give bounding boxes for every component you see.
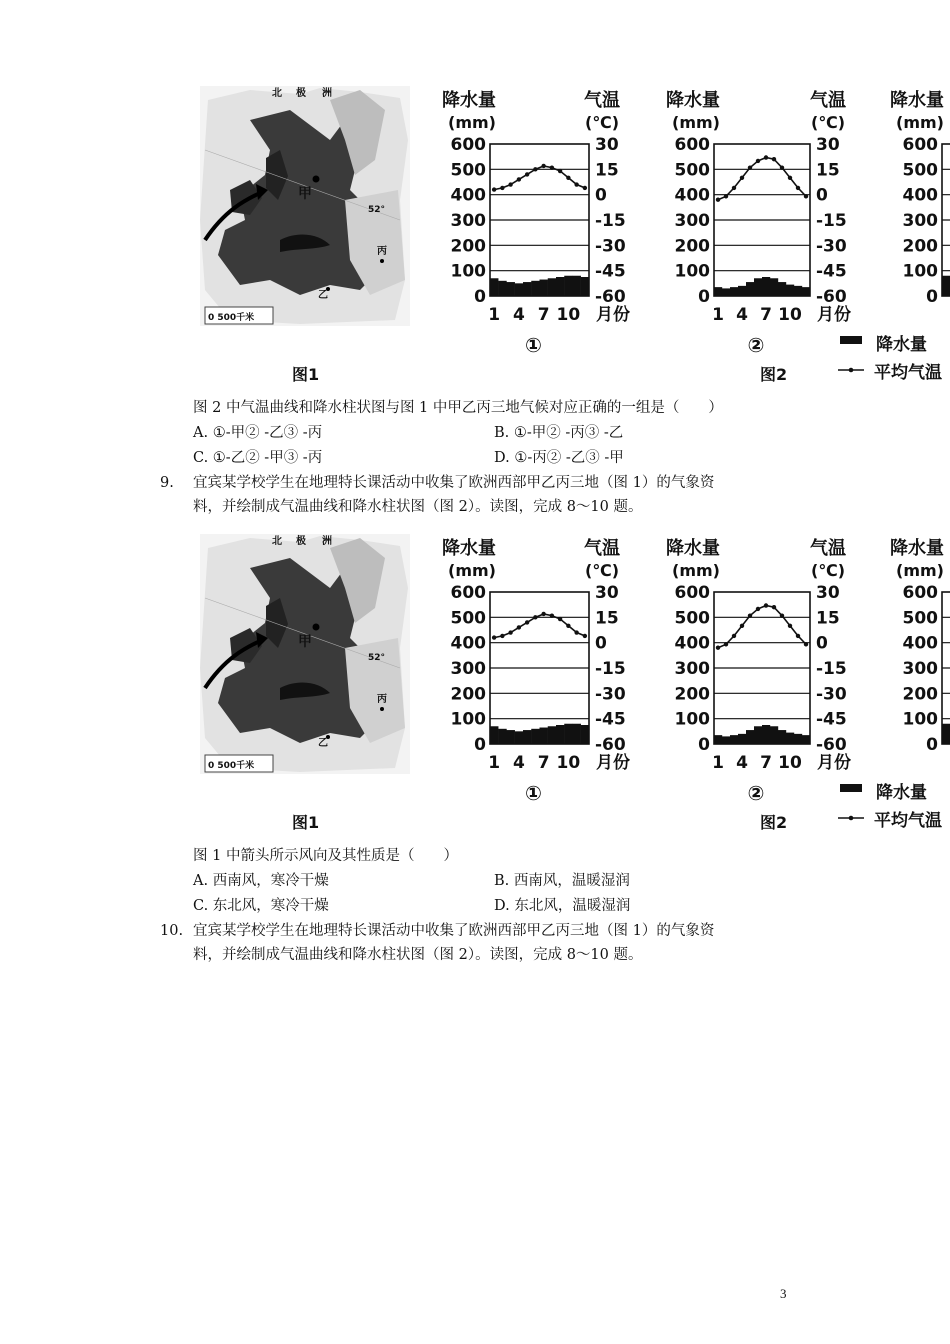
temp-tick: -60 xyxy=(595,287,626,307)
precip-tick: 500 xyxy=(902,608,938,629)
month-tick: 4 xyxy=(736,305,748,325)
temp-point xyxy=(740,176,744,180)
temp-point xyxy=(748,165,752,169)
temp-point xyxy=(508,630,512,634)
temp-tick: 15 xyxy=(816,608,840,629)
temp-tick: 0 xyxy=(595,633,607,654)
map-label-bing: 丙 xyxy=(377,246,387,257)
precip-bar xyxy=(498,281,506,296)
precip-bar xyxy=(556,725,564,744)
month-tick: 1 xyxy=(712,753,724,773)
q9-number: 9. xyxy=(160,475,174,491)
temp-point xyxy=(558,169,562,173)
figure-svg xyxy=(0,80,950,400)
precip-axis-title: 降水量 xyxy=(442,90,496,111)
precip-tick: 0 xyxy=(926,735,938,755)
precip-bar xyxy=(573,724,581,744)
temp-point xyxy=(724,194,728,198)
precip-tick: 200 xyxy=(902,684,938,705)
month-tick: 1 xyxy=(712,305,724,325)
temp-tick: -60 xyxy=(595,735,626,755)
temp-axis-unit: (℃) xyxy=(811,113,845,132)
temp-point xyxy=(583,186,587,190)
precip-bar xyxy=(548,726,556,744)
map-label-sea: 洲 xyxy=(322,536,332,547)
temp-point xyxy=(566,176,570,180)
precip-bar xyxy=(540,280,548,296)
temp-point xyxy=(764,603,768,607)
precip-tick: 100 xyxy=(902,261,938,282)
temp-point xyxy=(764,155,768,159)
temp-point xyxy=(804,642,808,646)
precip-bar xyxy=(754,726,762,744)
temp-tick: -30 xyxy=(816,684,847,705)
month-tick: 7 xyxy=(537,753,550,773)
map-scale-text: 0 500千米 xyxy=(208,313,255,323)
precip-axis-unit: (mm) xyxy=(448,561,496,580)
precip-tick: 400 xyxy=(674,633,710,654)
chart-caption: 图2 xyxy=(760,365,788,384)
q9-intro-line2: 料，并绘制成气温曲线和降水柱状图（图 2）。读图，完成 8～10 题。 xyxy=(193,499,643,515)
month-tick: 10 xyxy=(778,753,802,773)
legend-precip-label: 降水量 xyxy=(876,335,927,355)
month-tick: 10 xyxy=(556,753,581,773)
precip-bar xyxy=(730,287,738,296)
temp-tick: 30 xyxy=(816,583,840,603)
precip-axis-unit: (mm) xyxy=(448,113,496,132)
precip-tick: 400 xyxy=(450,185,486,206)
precip-tick: 500 xyxy=(450,160,486,181)
precip-bar xyxy=(490,726,498,744)
q8-option-c[interactable]: C. ①-乙② -甲③ -丙 xyxy=(193,450,323,466)
temp-tick: -30 xyxy=(595,684,626,705)
precip-axis-unit: (mm) xyxy=(672,561,720,580)
figure-svg xyxy=(0,528,950,848)
precip-bar xyxy=(762,725,770,744)
q8-option-b[interactable]: B. ①-甲② -丙③ -乙 xyxy=(494,425,624,441)
temp-point xyxy=(756,607,760,611)
chart-id-label: ② xyxy=(747,781,765,805)
precip-tick: 200 xyxy=(902,236,938,257)
precip-axis-title: 降水量 xyxy=(442,538,496,559)
precip-bar xyxy=(786,285,794,296)
precip-bar xyxy=(515,731,523,744)
temp-tick: -15 xyxy=(595,659,626,679)
temp-point xyxy=(780,613,784,617)
precip-bar xyxy=(762,277,770,296)
precip-tick: 400 xyxy=(674,185,710,206)
q9-option-a[interactable]: A. 西南风，寒冷干燥 xyxy=(193,873,329,889)
precip-bar xyxy=(722,736,730,744)
precip-bar xyxy=(802,287,810,296)
q9-option-c[interactable]: C. 东北风，寒冷干燥 xyxy=(193,898,329,914)
chart-id-label: ① xyxy=(525,333,542,357)
map-label-lat: 52° xyxy=(368,653,386,663)
precip-tick: 100 xyxy=(450,709,486,730)
precip-axis-title: 降水量 xyxy=(666,90,720,111)
map-caption: 图1 xyxy=(292,365,320,384)
map-label-north: 北 xyxy=(272,536,282,547)
month-tick: 4 xyxy=(736,753,748,773)
month-unit-label: 月份 xyxy=(817,305,851,325)
temp-tick: -45 xyxy=(816,709,847,730)
temp-point xyxy=(772,157,776,161)
precip-tick: 500 xyxy=(674,160,710,181)
precip-axis-title: 降水量 xyxy=(890,90,944,111)
q9-stem: 图 1 中箭头所示风向及其性质是（ ） xyxy=(193,848,458,864)
temp-tick: 15 xyxy=(816,160,840,181)
temp-point xyxy=(772,605,776,609)
precip-bar xyxy=(786,733,794,744)
chart-caption: 图2 xyxy=(760,813,788,832)
temp-point xyxy=(788,176,792,180)
precip-tick: 100 xyxy=(450,261,486,282)
precip-tick: 100 xyxy=(902,709,938,730)
temp-point xyxy=(804,194,808,198)
precip-axis-unit: (mm) xyxy=(672,113,720,132)
q9-option-d[interactable]: D. 东北风，温暖湿润 xyxy=(494,898,631,914)
precip-tick: 500 xyxy=(450,608,486,629)
temp-point xyxy=(716,646,720,650)
precip-bar xyxy=(738,286,746,296)
temp-tick: 0 xyxy=(816,185,828,206)
legend-temp-label: 平均气温 xyxy=(874,811,942,831)
month-unit-label: 月份 xyxy=(596,753,630,773)
precip-axis-unit: (mm) xyxy=(896,561,944,580)
chart-id-label: ② xyxy=(747,333,765,357)
temp-point xyxy=(583,634,587,638)
precip-bar xyxy=(714,735,722,744)
precip-bar xyxy=(738,734,746,744)
precip-bar xyxy=(581,725,589,744)
temp-tick: 0 xyxy=(816,633,828,654)
figure-block-middle xyxy=(0,528,950,848)
temp-point xyxy=(566,624,570,628)
temp-tick: -30 xyxy=(595,236,626,257)
precip-tick: 300 xyxy=(450,211,486,231)
temp-point xyxy=(796,634,800,638)
precip-tick: 0 xyxy=(474,287,486,307)
temp-point xyxy=(533,615,537,619)
precip-bar xyxy=(507,282,515,296)
precip-tick: 600 xyxy=(450,135,486,155)
temp-point xyxy=(517,625,521,629)
temp-point xyxy=(748,613,752,617)
legend-precip-label: 降水量 xyxy=(876,783,927,803)
temp-point xyxy=(724,642,728,646)
q10-intro-line2: 料，并绘制成气温曲线和降水柱状图（图 2）。读图，完成 8～10 题。 xyxy=(193,947,643,963)
precip-tick: 0 xyxy=(698,287,710,307)
precip-tick: 400 xyxy=(902,185,938,206)
temp-tick: 15 xyxy=(595,160,619,181)
temp-point xyxy=(500,634,504,638)
precip-axis-title: 降水量 xyxy=(666,538,720,559)
precip-tick: 600 xyxy=(674,583,710,603)
temp-point xyxy=(796,186,800,190)
precip-bar xyxy=(564,724,572,744)
temp-point xyxy=(492,187,496,191)
precip-tick: 100 xyxy=(674,261,710,282)
precip-tick: 600 xyxy=(902,135,938,155)
precip-tick: 0 xyxy=(926,287,938,307)
month-tick: 10 xyxy=(556,305,581,325)
temp-axis-unit: (℃) xyxy=(585,561,619,580)
precip-bar xyxy=(778,282,786,296)
legend-temp-label: 平均气温 xyxy=(874,363,942,383)
temp-tick: 30 xyxy=(595,583,619,603)
legend-precip-swatch xyxy=(840,784,862,792)
temp-point xyxy=(788,624,792,628)
precip-tick: 400 xyxy=(450,633,486,654)
precip-bar xyxy=(746,730,754,744)
precip-tick: 500 xyxy=(902,160,938,181)
temp-tick: 15 xyxy=(595,608,619,629)
temp-tick: -15 xyxy=(595,211,626,231)
map-label-bing: 丙 xyxy=(377,694,387,705)
precip-bar xyxy=(507,730,515,744)
temp-axis-title: 气温 xyxy=(810,538,846,559)
precip-tick: 200 xyxy=(450,236,486,257)
month-tick: 7 xyxy=(760,305,772,325)
temp-tick: -30 xyxy=(816,236,847,257)
q9-intro-line1: 宜宾某学校学生在地理特长课活动中收集了欧洲西部甲乙丙三地（图 1）的气象资 xyxy=(193,475,715,491)
map-scale-text: 0 500千米 xyxy=(208,761,255,771)
temp-tick: -45 xyxy=(595,709,626,730)
q9-option-b[interactable]: B. 西南风，温暖湿润 xyxy=(494,873,630,889)
precip-bar xyxy=(770,278,778,296)
precip-bar xyxy=(490,278,498,296)
precip-tick: 600 xyxy=(674,135,710,155)
temp-point xyxy=(525,620,529,624)
precip-bar xyxy=(794,734,802,744)
temp-tick: 30 xyxy=(595,135,619,155)
precip-tick: 200 xyxy=(674,236,710,257)
precip-bar xyxy=(770,726,778,744)
chart-id-label: ① xyxy=(525,781,542,805)
precip-tick: 200 xyxy=(450,684,486,705)
month-unit-label: 月份 xyxy=(596,305,630,325)
q8-stem: 图 2 中气温曲线和降水柱状图与图 1 中甲乙丙三地气候对应正确的一组是（ ） xyxy=(193,400,723,416)
month-tick: 10 xyxy=(778,305,802,325)
temp-point xyxy=(550,613,554,617)
temp-point xyxy=(574,182,578,186)
temp-point xyxy=(541,164,545,168)
temp-axis-title: 气温 xyxy=(810,90,846,111)
precip-tick: 100 xyxy=(674,709,710,730)
map-label-jia: 甲 xyxy=(298,186,312,202)
temp-point xyxy=(517,177,521,181)
precip-bar xyxy=(531,729,539,744)
temp-axis-unit: (℃) xyxy=(585,113,619,132)
temp-point xyxy=(558,617,562,621)
temp-point xyxy=(780,165,784,169)
temp-point xyxy=(508,182,512,186)
precip-tick: 200 xyxy=(674,684,710,705)
precip-tick: 300 xyxy=(450,659,486,679)
month-tick: 1 xyxy=(488,305,501,325)
precip-bar xyxy=(498,729,506,744)
temp-point xyxy=(732,186,736,190)
temp-tick: -60 xyxy=(816,735,847,755)
precip-bar xyxy=(556,277,564,296)
temp-tick: 0 xyxy=(595,185,607,206)
precip-bar xyxy=(802,735,810,744)
map-label-ice: 极 xyxy=(296,536,306,547)
precip-tick: 0 xyxy=(474,735,486,755)
precip-bar xyxy=(714,287,722,296)
figure-block-top xyxy=(0,80,950,400)
precip-bar xyxy=(573,276,581,296)
temp-point xyxy=(500,186,504,190)
precip-bar xyxy=(523,282,531,296)
month-tick: 4 xyxy=(512,305,525,325)
precip-tick: 300 xyxy=(674,659,710,679)
month-tick: 4 xyxy=(512,753,525,773)
month-tick: 1 xyxy=(488,753,501,773)
precip-tick: 400 xyxy=(902,633,938,654)
temp-point xyxy=(541,612,545,616)
q8-option-a[interactable]: A. ①-甲② -乙③ -丙 xyxy=(193,425,323,441)
precip-tick: 600 xyxy=(450,583,486,603)
precip-axis-unit: (mm) xyxy=(896,113,944,132)
temp-point xyxy=(756,159,760,163)
precip-bar xyxy=(778,730,786,744)
precip-bar xyxy=(540,728,548,744)
temp-tick: 30 xyxy=(816,135,840,155)
precip-tick: 600 xyxy=(902,583,938,603)
temp-point xyxy=(740,624,744,628)
map-label-yi: 乙 xyxy=(318,738,328,749)
temp-point xyxy=(492,635,496,639)
precip-bar xyxy=(754,278,762,296)
map-label-jia: 甲 xyxy=(298,634,312,650)
month-tick: 7 xyxy=(760,753,772,773)
precip-bar xyxy=(564,276,572,296)
precip-bar xyxy=(581,277,589,296)
precip-bar xyxy=(531,281,539,296)
precip-tick: 300 xyxy=(902,659,938,679)
month-tick: 7 xyxy=(537,305,550,325)
temp-tick: -45 xyxy=(595,261,626,282)
temp-point xyxy=(574,630,578,634)
legend-precip-swatch xyxy=(840,336,862,344)
precip-tick: 300 xyxy=(674,211,710,231)
temp-axis-title: 气温 xyxy=(584,538,620,559)
temp-tick: -60 xyxy=(816,287,847,307)
month-unit-label: 月份 xyxy=(817,753,851,773)
map-label-ice: 极 xyxy=(296,88,306,99)
precip-axis-title: 降水量 xyxy=(890,538,944,559)
temp-point xyxy=(716,198,720,202)
temp-axis-unit: (℃) xyxy=(811,561,845,580)
temp-point xyxy=(533,167,537,171)
temp-tick: -15 xyxy=(816,659,847,679)
precip-bar xyxy=(523,730,531,744)
map-label-north: 北 xyxy=(272,88,282,99)
temp-point xyxy=(732,634,736,638)
precip-bar xyxy=(746,282,754,296)
q10-intro-line1: 宜宾某学校学生在地理特长课活动中收集了欧洲西部甲乙丙三地（图 1）的气象资 xyxy=(193,923,715,939)
precip-bar xyxy=(942,724,950,744)
map-label-sea: 洲 xyxy=(322,88,332,99)
temp-point xyxy=(525,172,529,176)
precip-bar xyxy=(942,276,950,296)
precip-tick: 300 xyxy=(902,211,938,231)
temp-tick: -45 xyxy=(816,261,847,282)
precip-tick: 500 xyxy=(674,608,710,629)
temp-axis-title: 气温 xyxy=(584,90,620,111)
q10-number: 10. xyxy=(160,923,184,939)
map-caption: 图1 xyxy=(292,813,320,832)
map-label-yi: 乙 xyxy=(318,290,328,301)
q8-option-d[interactable]: D. ①-丙② -乙③ -甲 xyxy=(494,450,624,466)
precip-tick: 0 xyxy=(698,735,710,755)
page-number: 3 xyxy=(780,1286,787,1301)
temp-tick: -15 xyxy=(816,211,847,231)
temp-point xyxy=(550,165,554,169)
precip-bar xyxy=(515,283,523,296)
precip-bar xyxy=(730,735,738,744)
precip-bar xyxy=(722,288,730,296)
map-label-lat: 52° xyxy=(368,205,386,215)
precip-bar xyxy=(794,286,802,296)
precip-bar xyxy=(548,278,556,296)
